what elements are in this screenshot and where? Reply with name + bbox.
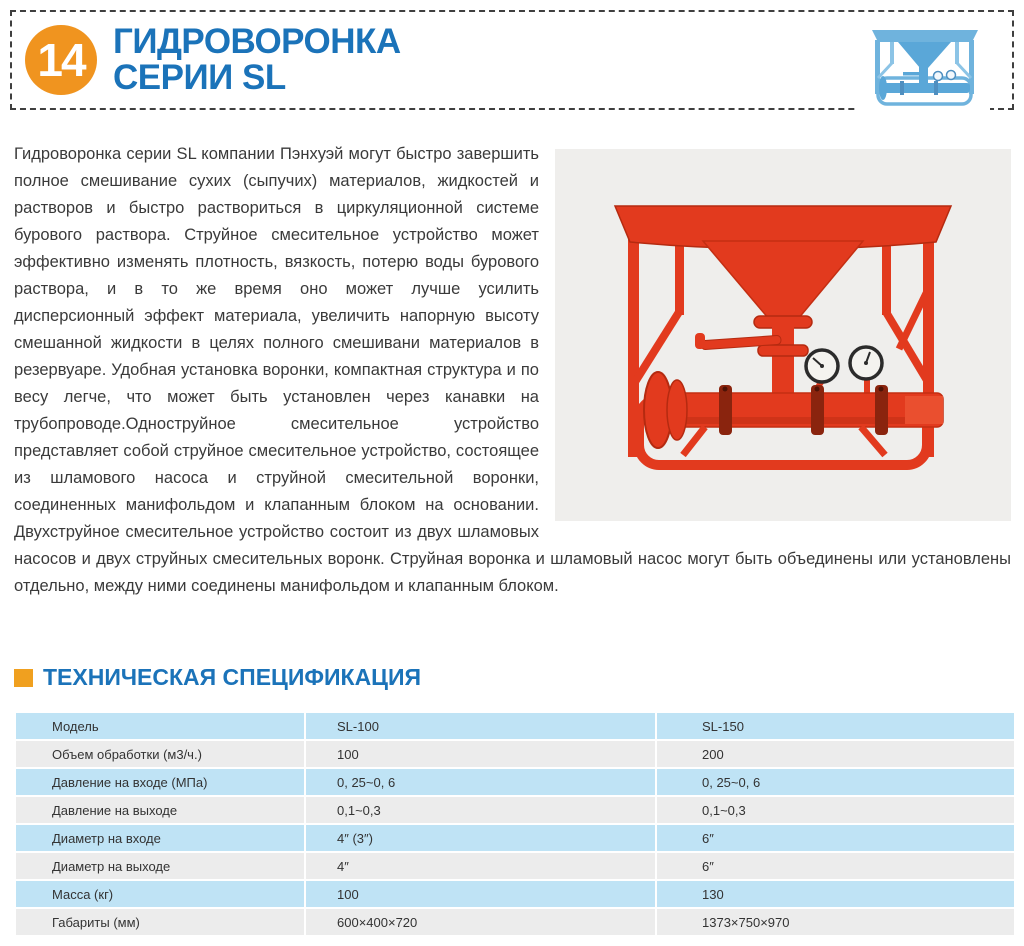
sl100-value: 600×400×720 xyxy=(306,909,655,935)
sl100-value: SL-100 xyxy=(306,713,655,739)
header-box xyxy=(10,10,1014,110)
intro-section xyxy=(14,141,1011,600)
sl150-value: 6″ xyxy=(657,825,1014,851)
sl100-value: 100 xyxy=(306,741,655,767)
table-row xyxy=(16,713,1010,739)
row-label: Давление на выходе xyxy=(16,797,304,823)
sl100-value: 100 xyxy=(306,881,655,907)
table-row xyxy=(16,769,1010,795)
sl150-value: SL-150 xyxy=(657,713,1014,739)
sl150-value: 1373×750×970 xyxy=(657,909,1014,935)
page-title-line1: ГИДРОВОРОНКА xyxy=(113,22,401,61)
sl100-value: 4″ xyxy=(306,853,655,879)
table-row xyxy=(16,853,1010,879)
sl100-value: 0,1~0,3 xyxy=(306,797,655,823)
row-label: Модель xyxy=(16,713,304,739)
product-photo xyxy=(555,149,1011,521)
page-title xyxy=(113,24,401,96)
sl150-value: 130 xyxy=(657,881,1014,907)
product-thumbnail-icon xyxy=(858,18,990,104)
row-label: Давление на входе (МПа) xyxy=(16,769,304,795)
table-row xyxy=(16,909,1010,935)
page-title-line2: СЕРИИ SL xyxy=(113,58,286,97)
row-label: Масса (кг) xyxy=(16,881,304,907)
orange-square-bullet-icon xyxy=(14,669,33,687)
row-label: Диаметр на входе xyxy=(16,825,304,851)
sl150-value: 6″ xyxy=(657,853,1014,879)
row-label: Диаметр на выходе xyxy=(16,853,304,879)
sl150-value: 200 xyxy=(657,741,1014,767)
table-row xyxy=(16,825,1010,851)
table-row xyxy=(16,797,1010,823)
row-label: Габариты (мм) xyxy=(16,909,304,935)
sl100-value: 0, 25~0, 6 xyxy=(306,769,655,795)
sl150-value: 0, 25~0, 6 xyxy=(657,769,1014,795)
intro-paragraph: Гидроворонка серии SL компании Пэнхуэй могут быстро завершить полное смешивание сухих (сыпучих) материалов, жидкостей и растворов и быстро раствориться в циркуляционной системе бурового раствора. Струйное смесительное устройство может эффективно изменять плотность, вязкость, потерю воды бурового раствора, и в то же время оно может лучше усилить дисперсионный эффект материала, увеличить напорную высоту смешанной жидкости в целях полного смешивани материалов в резервуаре. Удобная установка воронки, компактная структура и по весу легче, что может быть установлен через канавки на трубопроводе.Одноструйное смесительное устройство представляет собой струйное смесительное устройство, состоящее из шламового насоса и струйной смесительной воронки, соединенных манифольдом и клапанным блоком на основании. Двухструйное смесительное устройство состоит из двух шламовых насосов и двух струйных смесительных воронк. Струйная воронка и шламовый насос могут быть объединены или установлены отдельно, между ними соединены манифольдом и клапанным блоком. xyxy=(14,145,1011,595)
spec-table xyxy=(16,713,1010,937)
sl100-value: 4″ (3″) xyxy=(306,825,655,851)
table-row xyxy=(16,741,1010,767)
spec-section-header xyxy=(14,664,421,691)
sl150-value: 0,1~0,3 xyxy=(657,797,1014,823)
table-row xyxy=(16,881,1010,907)
row-label: Объем обработки (м3/ч.) xyxy=(16,741,304,767)
spec-section-title: ТЕХНИЧЕСКАЯ СПЕЦИФИКАЦИЯ xyxy=(43,664,422,690)
section-number-badge: 14 xyxy=(25,25,97,95)
